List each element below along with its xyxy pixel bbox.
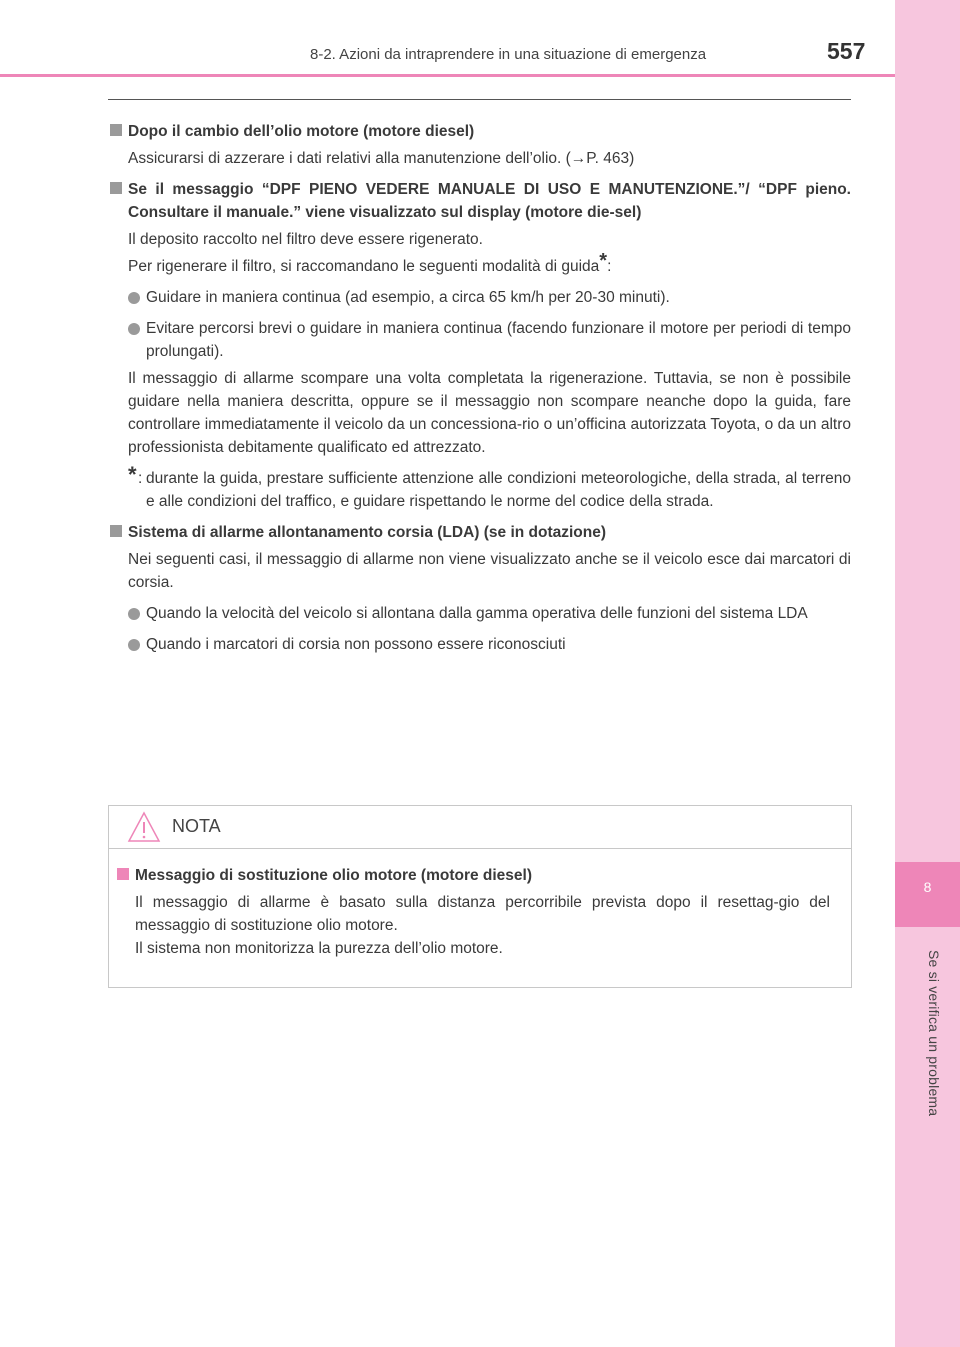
paragraph: Assicurarsi di azzerare i dati relativi alla manutenzione dell’olio. (→P. 463) (128, 150, 635, 167)
list-item: Evitare percorsi brevi o guidare in maniera continua (facendo funzionare il motore per periodi di tempo prolungati). (108, 317, 851, 363)
section-heading: Se il messaggio “DPF PIENO VEDERE MANUALE DI USO E MANUTENZIONE.”/ “DPF pieno. Consultare il manuale.” viene visualizzato sul display (motore die-sel) (108, 178, 851, 224)
paragraph: Nei seguenti casi, il messaggio di allarme non viene visualizzato anche se il veicolo esce dai marcatori di corsia. (128, 551, 851, 591)
note-title: NOTA (172, 816, 221, 836)
note-paragraph: Il messaggio di allarme è basato sulla distanza percorribile prevista dopo il resettag-gio del messaggio di sostituzione olio motore. (135, 894, 830, 934)
note-box (108, 805, 852, 988)
section-heading: Dopo il cambio dell’olio motore (motore diesel) (108, 120, 851, 143)
note-paragraph: Il sistema non monitorizza la purezza dell’olio motore. (135, 940, 503, 957)
chapter-number-tab[interactable] (895, 862, 960, 927)
paragraph: Il deposito raccolto nel filtro deve essere rigenerato. (128, 231, 483, 248)
paragraph: Per rigenerare il filtro, si raccomandano le seguenti modalità di guida*: (128, 249, 612, 275)
square-bullet-icon (110, 124, 122, 136)
main-content (108, 112, 851, 656)
list-item: Quando i marcatori di corsia non possono essere riconosciuti (108, 633, 851, 656)
paragraph: Il messaggio di allarme scompare una volta completata la rigenerazione. Tuttavia, se non è possibile guidare nella maniera descritta, oppure se il messaggio non scompare neanche dopo la guida, fare controllare immediatamente il veicolo da un concessiona-rio o un’officina autorizzata Toyota, o da un altro professionista debitamente qualificato ed attrezzato. (128, 370, 851, 456)
chapter-label: Se si verifica un problema (926, 950, 942, 1117)
footnote-marker: * (128, 462, 137, 487)
section-heading: Sistema di allarme allontanamento corsia (LDA) (se in dotazione) (108, 521, 851, 544)
note-header (109, 806, 851, 849)
footnote: * : durante la guida, prestare sufficiente attenzione alle condizioni meteorologiche, della strada, al terreno e alle condizioni del traffico, e guidare rispettando le norme del codice della strada. (128, 462, 851, 510)
square-bullet-icon (117, 868, 129, 880)
header-rule (0, 74, 895, 77)
page-number: 557 (827, 38, 866, 64)
warning-triangle-icon (127, 811, 161, 843)
round-bullet-icon (128, 639, 140, 651)
list-item: Guidare in maniera continua (ad esempio, a circa 65 km/h per 20-30 minuti). (108, 286, 851, 309)
square-bullet-icon (110, 525, 122, 537)
content-rule (108, 99, 851, 100)
header-title: 8-2. Azioni da intraprendere in una situazione di emergenza (310, 46, 707, 63)
note-body (115, 864, 830, 960)
square-bullet-icon (110, 182, 122, 194)
chapter-number: 8 (923, 879, 932, 895)
note-heading: Messaggio di sostituzione olio motore (motore diesel) (115, 864, 830, 887)
round-bullet-icon (128, 292, 140, 304)
footnote-marker: * (599, 249, 608, 272)
list-item: Quando la velocità del veicolo si allontana dalla gamma operativa delle funzioni del sistema LDA (108, 602, 851, 625)
round-bullet-icon (128, 323, 140, 335)
round-bullet-icon (128, 608, 140, 620)
